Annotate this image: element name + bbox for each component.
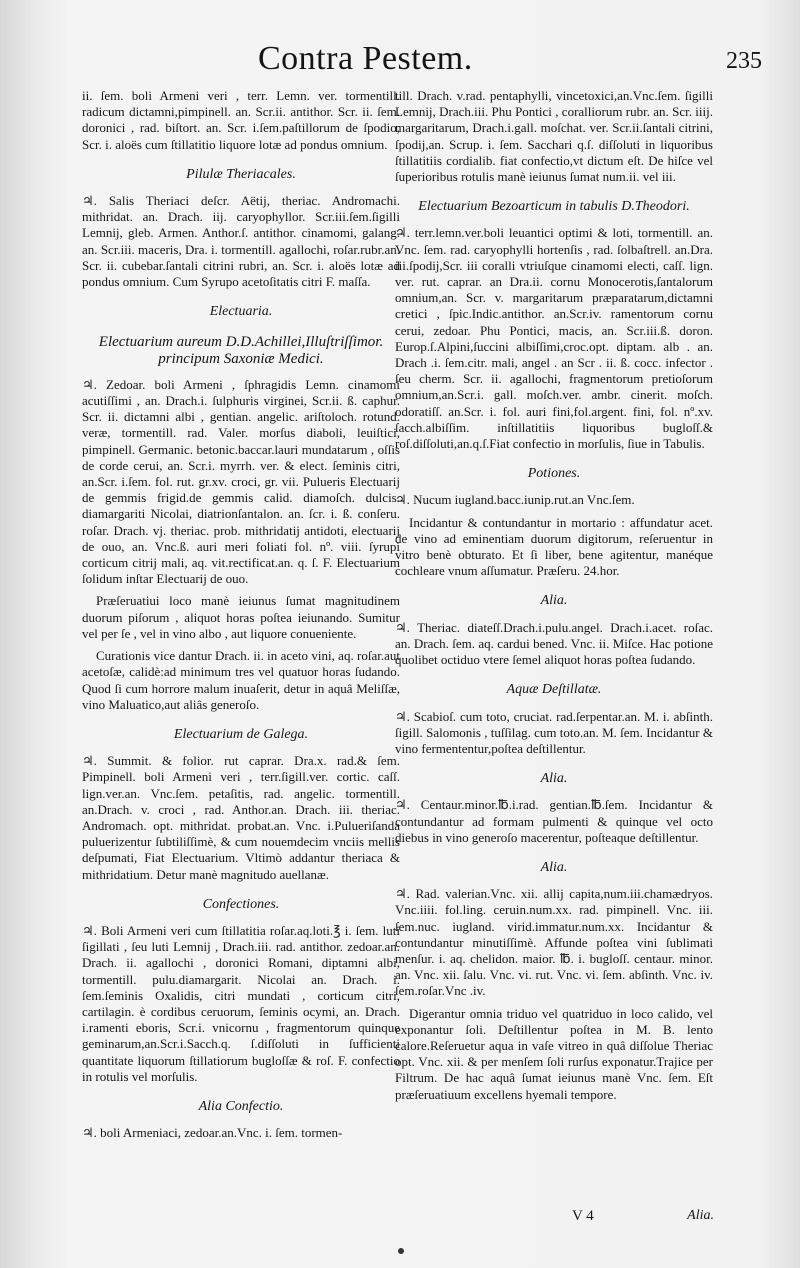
section-heading: Alia Confectio.: [198, 1098, 284, 1114]
body-paragraph: Digerantur omnia triduo vel quatriduo in loco calido, vel exponantur ſoli. Deſtillentur poſtea in M. B. lento calore.Reſeruetur aqua in vaſe vitreo in quâ diſſolue Theriac opt. Vnc. xii. & per menſem ſoli rurſus exponatur.Trajice per Filtrum. De hac aquâ ſumat ieiunus manè Vnc. ſem. Eſt præſeruatiuum excellens hyemali tempore.: [395, 1005, 713, 1102]
body-paragraph: Curationis vice dantur Drach. ii. in aceto vini, aq. roſar.aut acetoſæ, calidè:ad minimum tres vel quatuor horas ſudando. Quod ſi cum horrore malum inuaſerit, detur in aquâ Meliſſæ, vino Maluatico,aut aliâs generoſo.: [82, 648, 400, 712]
recipe-paragraph: ♃. Boli Armeni veri cum ſtillatitia roſar.aq.loti.℥ i. ſem. luti ſigillati , ſeu luti Lemnij , Drach.iii. rad. antithor. zedoar.an. Drach. ii. agallochi , doronici Romani, diptamni albi, tormentill. pulu.diamargarit. Nicolai an. Drach. i. ſem.ſeminis Oxalidis, citri mundati , corticum citri, cartilagin. è cordibus ceruorum, ſeminis ocymi, an. Drach. i.ramenti eboris, Scr.i. vnicornu , fragmentorum quinque geminarum,an.Scr.i.Sacch.q. ſ.diſſoluti in ſufficienti quantitate liquorum ſtillatiorum bugloſſæ & roſ. F. confectio in rotulis vel morſulis.: [82, 922, 400, 1084]
recipe-paragraph: ♃. Theriac. diateſſ.Drach.i.pulu.angel. Drach.i.acet. roſac. an. Drach. ſem. aq. cardui bened. Vnc. ii. Miſce. Hac potione quolibet octiduo vtere ſemel aliquot horas poſtea ſudando.: [395, 619, 713, 668]
recipe-paragraph: ♃. Scabioſ. cum toto, cruciat. rad.ſerpentar.an. M. i. abſinth. ſigill. Salomonis , tuſſilag. cum toto.an. M. ſem. Incidantur & vino fermententur,poſtea deſtillentur.: [395, 708, 713, 756]
section-heading: Pilulæ Theriacales.: [186, 166, 296, 182]
section-heading: Alia.: [540, 593, 568, 609]
section-heading: Electuarium aureum D.D.Achillei,Illuſtriſſimor. principum Saxoniæ Medici.: [98, 334, 384, 367]
recipe-paragraph: ♃. Centaur.minor.℔.i.rad. gentian.℔.ſem. Incidantur & contundantur ad formam pulmenti & quinque vel octo diebus in vino generoſo macerentur, poſteaque deſtillentur.: [395, 797, 713, 845]
section-heading: Aquæ Deſtillatæ.: [506, 682, 602, 698]
section-heading: Potiones.: [527, 466, 581, 482]
binding-hole: [398, 1248, 404, 1254]
recipe-paragraph: ♃. Salis Theriaci deſcr. Aëtij, theriac. Andromachi. mithridat. an. Drach. iij. caryophyllor. Scr.iii.ſem.ſigilli Lemnij, gleb. Armen. Anthor.ſ. antithor. cinamomi, galang. an. Scr.iii. maceris, Dra. i. tormentill. agallochi, roſar.rubr.an. Scr. ii. cubebar.ſantali citrini rubri, an. Scr. i. aloës lotæ ad pondus omnium. Cum Syrupo acetoſitatis citri F. maſſa.: [82, 193, 400, 290]
section-heading: Alia.: [540, 859, 568, 875]
page-number: 235: [726, 48, 762, 74]
page-header: [0, 40, 800, 90]
left-column: [82, 88, 400, 1147]
body-paragraph: Præſeruatiui loco manè ieiunus ſumat magnitudinem duorum piſorum , aliquot horas poſtea ieiunando. Sumitur vel per ſe , vel in vino albo , aut liquore conueniente.: [82, 593, 400, 641]
recipe-paragraph: ♃. Nucum iugland.bacc.iunip.rut.an Vnc.ſem.: [395, 492, 635, 508]
right-column: [395, 88, 713, 1109]
recipe-paragraph: ♃. boli Armeniaci, zedoar.an.Vnc. i. ſem. tormen-: [82, 1125, 343, 1141]
recipe-paragraph: ♃. Zedoar. boli Armeni , ſphragidis Lemn. cinamomi acutiſſimi , an. Drach.i. ſulphuris virginei, Scr.ii. ß. caphur. Scr. ii. dictamni albi , gentian. angelic. ariſtoloch. rotund. veræ, tormentill. rad. Valer. morſus diaboli, leuiſtici, pimpinell. Germanic. betonic.baccar.lauri mundatarum , oſſis de corde cerui, an. Scr.i. myrrh. ver. & elect. ſeminis citri, an.Scr. i.ſem. fol. rut. gr.xv. croci, gr. vii. Pulueris Electuarij de gemmis frigid.de gemmis calid. diamoſch. dulcis. diamargariti Nicolai, diatrionſantalon. an. ſcr. i. ß. conſeru. roſar. Drach. vj. theriac. prob. mithridatij antidoti, electuarij de ouo, an. Vnc.ß. auri meri foliati fol. nº. viii. ſyrupi corticum citrij mali, aq. vit.rectificat.an. q. ſ. F. Electuarium ſolidum inſtar Electuarij de ouo.: [82, 376, 400, 587]
recipe-paragraph: ♃. Rad. valerian.Vnc. xii. allij capita,num.iii.chamædryos. Vnc.iiii. fol.ling. ceruin.num.xx. rad. pimpinell. Vnc. iii. ſem.nuc. iugland. virid.immatur.num.xx. Incidantur & contundantur minutiſſimè. Affunde poſtea vini ſublimati menſur. i. aq. chelidon. maior. ℔. i. bugloſſ. centaur. minor. an. Vnc. xii. ſalu. Vnc. vi. rut. Vnc. vi. ſem. abſinth. Vnc. iv. ſem.roſar.Vnc .iv.: [395, 886, 713, 999]
recipe-paragraph: ♃. terr.lemn.ver.boli leuantici optimi & loti, tormentill. an. Vnc. ſem. rad. caryophylli hortenſis , rad. ſolbaſtrell. an.Dra. iii.ſpodij,Scr. iii coralli vtriuſque cinamomi electi, caſſ. lign. ver. rut. caprar. an Dra.ii. cornu Monocerotis,ſantalorum omnium,an. Scr. v. margaritarum præparatarum,dictamni cretici , ſpic.Indic.antithor. an.Scr.iv. ramentorum cornu cerui, zedoar. Phu Pontici, macis, an. Scr.iii.ß. doron. Europ.ſ.Alpini,ſuccini albiſſimi,croc.opt. diptam. alb . an. Drach .i. ſem.citr. mali, angel . an Scr . ii. ß. cocc. infector . ſeu cherm. Scr. ii. agallochi, fragmentorum pretioſorum omnium,an.Scr.i. gall. moſch.ver. ambr. cinerit. moſch. odoratiſſ. an.Scr. i. fol. auri fini,fol.argent. fini, fol. nº.xv. ſacch.albiſſim. inſtillatitiis liquoribus bugloſſ.& roſ.diſſoluti,an.q.ſ.Fiat confectio in morſulis, ſiue in Tabulis.: [395, 225, 713, 452]
section-heading: Alia.: [540, 771, 568, 787]
catchword: Alia.: [687, 1208, 714, 1223]
body-paragraph: Incidantur & contundantur in mortario : affundatur acet. de vino ad eminentiam duorum digitorum, reſeruentur in vitro benè obturato. Et ſi liber, bene agitentur, manéque cochleare vnum aſſumatur. Præſeru. 24.hor.: [395, 514, 713, 579]
page-footer: [82, 1208, 714, 1228]
section-heading: Electuaria.: [209, 304, 273, 320]
signature-mark: V 4: [572, 1208, 594, 1224]
recipe-paragraph: ♃. Summit. & folior. rut caprar. Dra.x. rad.& ſem. Pimpinell. boli Armeni veri , terr.ſigill.ver. cortic. caſſ. lign.ver.an. Vnc.ſem. petaſitis, rad. angelic. tormentill. an.Drach. v. croci , rad. Anthor.an. Drach. iii. theriac. Andromach. opt. mithridat. probat.an. Vnc. i.Pulueriſanda puluerizentur ſubtiliſſimè, & cum nouemdecim vnciis mellis deſpumati, Fiat Electuarium. Vltimò addantur theriaca & mithridatium. Detur manè magnitudo auellanæ.: [82, 753, 400, 882]
continuation-paragraph: till. Drach. v.rad. pentaphylli, vincetoxici,an.Vnc.ſem. ſigilli Lemnij, Drach.iii. Phu Pontici , coralliorum rubr. an. Scr. iiij. margaritarum, Drach.i.gall. moſchat. ver. Scr.ii.ſantali citrini, ſpodij,an. Scrup. i. ſem. Sacchari q.ſ. diſſoluti in liquoribus ſtillatitiis cordialib. fiat confectio,vt dictum eſt. De hiſce vel ſuperioribus rotulis manè ieiunus ſumat num.ii. vel iii.: [395, 88, 713, 185]
continuation-paragraph: ii. ſem. boli Armeni veri , terr. Lemn. ver. tormentill. radicum dictamni,pimpinell. an. Scr.ii. antithor. Scr. ii. ſem. doronici , rad. biſtort. an. Scr. i.ſem.paſtillorum de ſpodio, Scr. i. aloës cum ſtillatitio liquore lotæ ad pondus omnium.: [82, 88, 400, 152]
section-heading: Electuarium de Galega.: [173, 726, 309, 742]
section-heading: Electuarium Bezoarticum in tabulis D.Theodori.: [418, 199, 690, 215]
section-heading: Confectiones.: [202, 896, 280, 912]
running-head: Contra Pestem.: [258, 40, 473, 77]
